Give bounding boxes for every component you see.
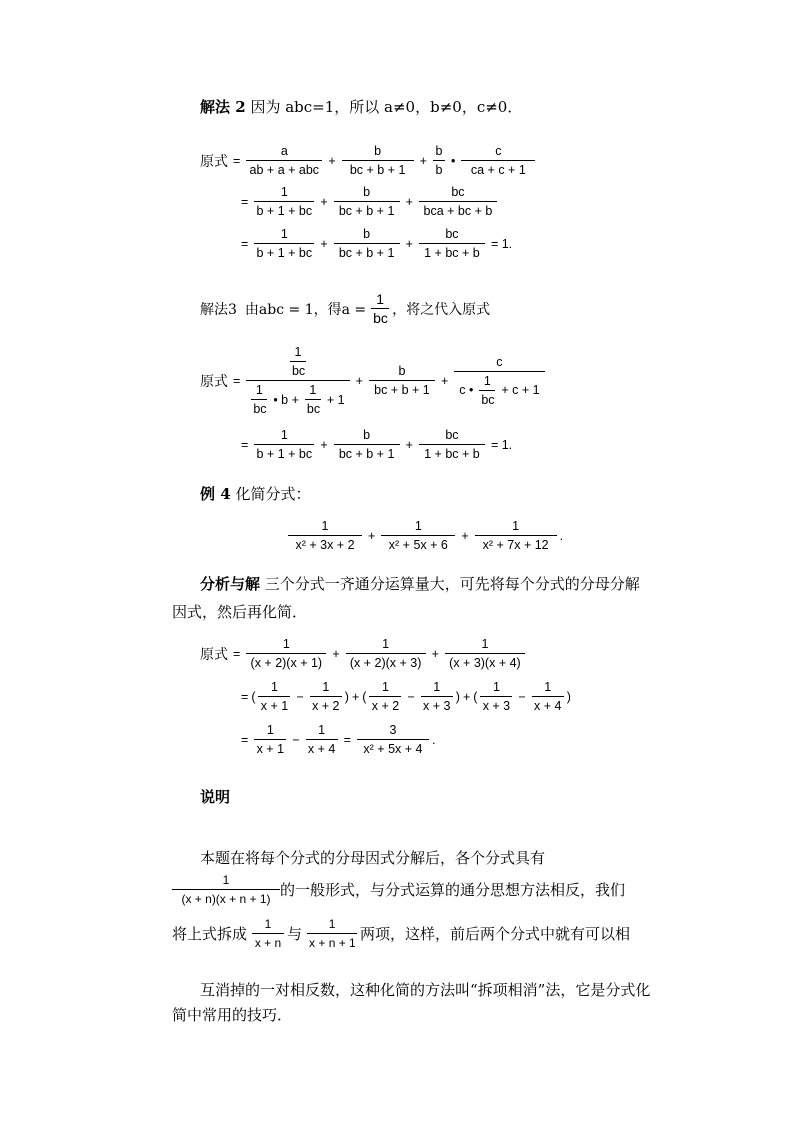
fraction: $\frac{1}{x + 3}$ xyxy=(480,680,512,713)
method2-eq-row1: 原式 = $\frac{a}{\text{ab + a + abc}}$ + $\frac{b}{bc + b + 1}$ + $\frac{b}{b}$ • $\frac{c}{ca + c + 1}$ xyxy=(200,144,538,177)
fraction: $\frac{bc}{1 + bc + b}$ xyxy=(419,428,485,461)
fraction: $\frac{1}{x + n + 1}$ xyxy=(309,917,356,950)
fraction: $\frac{1}{(x + n)(x + n + 1)}$ xyxy=(172,873,280,906)
method2-eq-row3: = $\frac{1}{b + 1 + bc}$ + $\frac{b}{bc + b + 1}$ + $\frac{bc}{1 + bc + b}$ = 1. xyxy=(241,227,513,260)
fraction: $\frac{1}{(x + 2)(x + 3)}$ xyxy=(346,637,426,670)
analysis-line1: 分析与解 三个分式一齐通分运算量大，可先将每个分式的分母分解 xyxy=(200,575,640,593)
method3-heading xyxy=(200,292,492,325)
eq-label: 原式 xyxy=(200,373,228,390)
analysis-eq-row2: = ( $\frac{1}{x + 1}$ − $\frac{1}{x + 2}$ ) + ( $\frac{1}{x + 2}$ − $\frac{1}{x + 3}$ ) + ( $\frac{1}{x + 3}$ − $\frac{1}{x + 4}$ ) xyxy=(241,680,571,713)
method3-eq-row1: 原式 = $\frac{1}{bc}$ $\frac{1}{bc}$ • b + $\frac{1}{bc}$ + 1 + $\frac{b}{bc + b + 1}$ + c c • $\frac{1}{bc}$ + c + 1 xyxy=(200,345,548,416)
note-title: 说明 xyxy=(200,788,231,806)
method3-text-a: 由abc = 1，得a = xyxy=(244,301,367,318)
fraction: $\frac{1}{(x + 2)(x + 1)}$ xyxy=(246,637,326,670)
analysis-line2: 因式，然后再化简． xyxy=(172,603,308,621)
method2-title: 解法 2 xyxy=(200,98,246,116)
example4-text: 化简分式： xyxy=(235,485,311,503)
fraction: $\frac{a}{\text{ab + a + abc}}$ xyxy=(246,144,322,177)
note-paragraph-4: 互消掉的一对相反数，这种化简的方法叫“拆项相消”法，它是分式化 xyxy=(200,981,651,999)
fraction: $\frac{1}{x + 3}$ xyxy=(421,680,453,713)
fraction: $\frac{1}{(x + 3)(x + 4)}$ xyxy=(445,637,525,670)
method2-eq-row2: = $\frac{1}{b + 1 + bc}$ + $\frac{b}{bc + b + 1}$ + $\frac{bc}{\text{bca + bc + b}}$ xyxy=(238,185,500,218)
result: = 1. xyxy=(490,437,513,452)
fraction: $\frac{b}{bc + b + 1}$ xyxy=(334,428,400,461)
fraction: $\frac{1}{x + n}$ xyxy=(252,917,284,950)
analysis-title: 分析与解 xyxy=(200,575,261,593)
fraction: $\frac{1}{b + 1 + bc}$ xyxy=(254,185,314,218)
note-line-3: 将上式拆成 $\frac{1}{x + n}$ 与 $\frac{1}{x + n + 1}$ 两项，这样，前后两个分式中就有可以相 xyxy=(172,917,631,950)
fraction: $\frac{1}{x + 1}$ xyxy=(258,680,290,713)
fraction: $\frac{1}{\text{x² + 5x + 6}}$ xyxy=(381,519,455,552)
example4-heading xyxy=(200,483,310,505)
complex-fraction: $\frac{1}{bc}$ $\frac{1}{bc}$ • b + $\frac{1}{bc}$ + 1 xyxy=(246,345,349,416)
fraction: $\frac{b}{bc + b + 1}$ xyxy=(334,185,400,218)
fraction: $\frac{bc}{\text{bca + bc + b}}$ xyxy=(419,185,497,218)
analysis-eq-row1: 原式 = $\frac{1}{(x + 2)(x + 1)}$ + $\frac{1}{(x + 2)(x + 3)}$ + $\frac{1}{(x + 3)(x + 4)}$ xyxy=(200,637,528,670)
fraction: $\frac{1}{x + 2}$ xyxy=(369,680,401,713)
example4-expression: $\frac{1}{\text{x² + 3x + 2}}$ + $\frac{1}{\text{x² + 5x + 6}}$ + $\frac{1}{\text{x² + 7x + 12}}$ . xyxy=(285,519,563,552)
fraction: $\frac{c}{ca + c + 1}$ xyxy=(461,144,535,177)
method3-eq-row2: = $\frac{1}{b + 1 + bc}$ + $\frac{b}{bc + b + 1}$ + $\frac{bc}{1 + bc + b}$ = 1. xyxy=(241,428,513,461)
fraction: $\frac{b}{bc + b + 1}$ xyxy=(342,144,414,177)
note-paragraph-5: 简中常用的技巧． xyxy=(172,1006,293,1024)
note-paragraph-1: 本题在将每个分式的分母因式分解后，各个分式具有 xyxy=(200,849,546,867)
note-line-2: $\frac{1}{(x + n)(x + n + 1)}$ 的一般形式，与分式运算的通分思想方法相反，我们 xyxy=(172,873,627,906)
fraction: $\frac{1}{\text{x² + 3x + 2}}$ xyxy=(288,519,362,552)
method2-text: 因为 abc=1，所以 a≠0，b≠0，c≠0． xyxy=(250,98,523,116)
fraction: $\frac{1}{\text{x² + 7x + 12}}$ xyxy=(475,519,557,552)
method2-heading xyxy=(200,96,522,118)
fraction: $\frac{1}{x + 4}$ xyxy=(306,723,338,756)
eq-label: 原式 xyxy=(200,646,228,663)
fraction: $\frac{1}{x + 2}$ xyxy=(310,680,342,713)
analysis-eq-row3: = $\frac{1}{x + 1}$ − $\frac{1}{x + 4}$ = $\frac{3}{\text{x² + 5x + 4}}$ . xyxy=(241,723,436,756)
complex-fraction: c c • $\frac{1}{bc}$ + c + 1 xyxy=(454,355,544,407)
fraction: $\frac{1}{x + 4}$ xyxy=(532,680,564,713)
fraction: $\frac{1}{b + 1 + bc}$ xyxy=(254,428,314,461)
fraction: $\frac{b}{bc + b + 1}$ xyxy=(334,227,400,260)
example4-title: 例 4 xyxy=(200,485,231,503)
fraction: $\frac{1}{bc}$ xyxy=(373,291,388,326)
fraction: $\frac{bc}{1 + bc + b}$ xyxy=(419,227,485,260)
dot: • xyxy=(450,153,456,168)
method3-title: 解法3 xyxy=(200,301,237,318)
result: = 1. xyxy=(490,236,513,251)
fraction: $\frac{1}{b + 1 + bc}$ xyxy=(254,227,314,260)
fraction: $\frac{1}{x + 1}$ xyxy=(254,723,286,756)
method3-text-b: ，将之代入原式 xyxy=(392,301,491,318)
fraction: $\frac{3}{\text{x² + 5x + 4}}$ xyxy=(357,723,429,756)
eq-label: 原式 xyxy=(200,153,228,170)
fraction: $\frac{b}{b}$ xyxy=(433,144,445,177)
fraction: $\frac{b}{bc + b + 1}$ xyxy=(369,364,435,397)
